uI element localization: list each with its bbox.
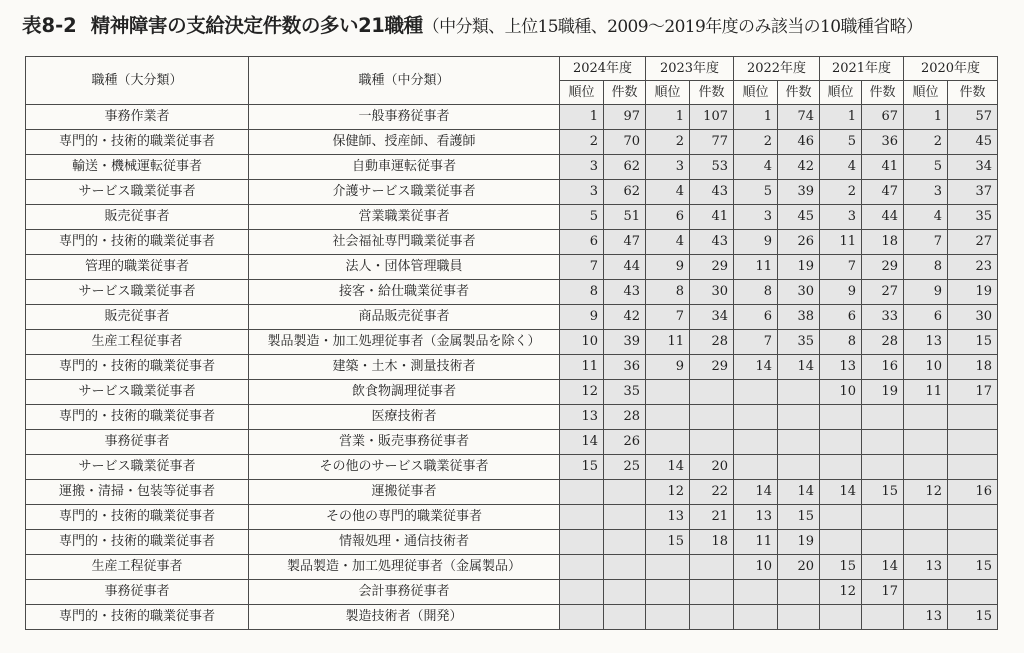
cell-rank: 7 bbox=[734, 330, 778, 355]
table-row bbox=[26, 455, 998, 480]
cell-count: 16 bbox=[948, 480, 998, 505]
cell-count bbox=[948, 580, 998, 605]
cell-count: 28 bbox=[690, 330, 734, 355]
cell-rank bbox=[820, 505, 862, 530]
cell-count: 26 bbox=[604, 430, 646, 455]
header-year: 2020年度 bbox=[904, 57, 998, 81]
cell-count: 15 bbox=[778, 505, 820, 530]
cell-rank: 9 bbox=[904, 280, 948, 305]
cell-count bbox=[862, 505, 904, 530]
cell-medium: 介護サービス職業従事者 bbox=[249, 180, 560, 205]
cell-rank: 4 bbox=[904, 205, 948, 230]
cell-count: 18 bbox=[948, 355, 998, 380]
cell-count bbox=[948, 530, 998, 555]
table-title bbox=[22, 10, 922, 38]
cell-rank bbox=[820, 530, 862, 555]
cell-count: 41 bbox=[690, 205, 734, 230]
cell-count: 14 bbox=[778, 480, 820, 505]
header-year: 2022年度 bbox=[734, 57, 820, 81]
cell-rank: 6 bbox=[734, 305, 778, 330]
cell-count: 42 bbox=[778, 155, 820, 180]
cell-count bbox=[604, 530, 646, 555]
cell-count: 28 bbox=[604, 405, 646, 430]
cell-count: 27 bbox=[862, 280, 904, 305]
cell-medium: 営業・販売事務従事者 bbox=[249, 430, 560, 455]
cell-count: 22 bbox=[690, 480, 734, 505]
cell-count: 41 bbox=[862, 155, 904, 180]
cell-count: 17 bbox=[862, 580, 904, 605]
cell-rank: 3 bbox=[560, 180, 604, 205]
cell-medium: 医療技術者 bbox=[249, 405, 560, 430]
cell-rank: 8 bbox=[820, 330, 862, 355]
cell-rank bbox=[560, 605, 604, 630]
table-row bbox=[26, 205, 998, 230]
cell-rank bbox=[904, 405, 948, 430]
header-count: 件数 bbox=[690, 81, 734, 105]
cell-rank: 12 bbox=[560, 380, 604, 405]
cell-count: 15 bbox=[948, 555, 998, 580]
cell-rank: 9 bbox=[646, 255, 690, 280]
cell-count: 29 bbox=[690, 355, 734, 380]
table-row bbox=[26, 505, 998, 530]
cell-major: 専門的・技術的職業従事者 bbox=[26, 355, 249, 380]
cell-rank: 7 bbox=[560, 255, 604, 280]
table-row bbox=[26, 230, 998, 255]
cell-count: 53 bbox=[690, 155, 734, 180]
cell-count: 33 bbox=[862, 305, 904, 330]
header-count: 件数 bbox=[862, 81, 904, 105]
cell-rank bbox=[904, 455, 948, 480]
cell-count: 19 bbox=[862, 380, 904, 405]
cell-major: 専門的・技術的職業従事者 bbox=[26, 130, 249, 155]
cell-count bbox=[778, 605, 820, 630]
cell-rank: 10 bbox=[820, 380, 862, 405]
cell-rank: 5 bbox=[904, 155, 948, 180]
cell-count: 17 bbox=[948, 380, 998, 405]
cell-count bbox=[948, 405, 998, 430]
table-row bbox=[26, 355, 998, 380]
cell-medium: 自動車運転従事者 bbox=[249, 155, 560, 180]
cell-rank bbox=[904, 530, 948, 555]
cell-rank bbox=[820, 430, 862, 455]
cell-rank: 7 bbox=[646, 305, 690, 330]
cell-rank: 10 bbox=[560, 330, 604, 355]
cell-medium: 建築・土木・測量技術者 bbox=[249, 355, 560, 380]
cell-rank: 11 bbox=[734, 255, 778, 280]
cell-count: 29 bbox=[690, 255, 734, 280]
table-subtitle: （中分類、上位15職種、2009〜2019年度のみ該当の10職種省略） bbox=[422, 17, 923, 37]
cell-count: 30 bbox=[690, 280, 734, 305]
cell-rank: 8 bbox=[904, 255, 948, 280]
occupation-table bbox=[25, 56, 998, 630]
cell-count: 29 bbox=[862, 255, 904, 280]
cell-rank: 14 bbox=[820, 480, 862, 505]
table-row bbox=[26, 130, 998, 155]
cell-major: 運搬・清掃・包装等従事者 bbox=[26, 480, 249, 505]
cell-rank: 11 bbox=[904, 380, 948, 405]
cell-rank: 4 bbox=[734, 155, 778, 180]
cell-rank: 15 bbox=[820, 555, 862, 580]
cell-medium: その他の専門的職業従事者 bbox=[249, 505, 560, 530]
cell-medium: 製品製造・加工処理従事者（金属製品を除く） bbox=[249, 330, 560, 355]
cell-rank: 1 bbox=[904, 105, 948, 130]
cell-count: 14 bbox=[778, 355, 820, 380]
cell-major: 専門的・技術的職業従事者 bbox=[26, 405, 249, 430]
cell-count: 36 bbox=[862, 130, 904, 155]
cell-count: 39 bbox=[778, 180, 820, 205]
cell-medium: その他のサービス職業従事者 bbox=[249, 455, 560, 480]
cell-count: 62 bbox=[604, 180, 646, 205]
cell-rank: 13 bbox=[904, 555, 948, 580]
cell-count: 42 bbox=[604, 305, 646, 330]
cell-medium: 会計事務従事者 bbox=[249, 580, 560, 605]
cell-medium: 製品製造・加工処理従事者（金属製品） bbox=[249, 555, 560, 580]
cell-count: 25 bbox=[604, 455, 646, 480]
cell-count: 19 bbox=[778, 255, 820, 280]
cell-count: 97 bbox=[604, 105, 646, 130]
cell-count bbox=[948, 455, 998, 480]
cell-count: 15 bbox=[948, 330, 998, 355]
cell-major: サービス職業従事者 bbox=[26, 280, 249, 305]
table-row bbox=[26, 430, 998, 455]
cell-rank: 10 bbox=[734, 555, 778, 580]
cell-count bbox=[690, 380, 734, 405]
cell-medium: 社会福祉専門職業従事者 bbox=[249, 230, 560, 255]
cell-count: 19 bbox=[778, 530, 820, 555]
table-row bbox=[26, 580, 998, 605]
cell-count: 27 bbox=[948, 230, 998, 255]
cell-count bbox=[690, 555, 734, 580]
cell-rank: 12 bbox=[904, 480, 948, 505]
cell-count bbox=[948, 430, 998, 455]
cell-count bbox=[690, 605, 734, 630]
cell-rank bbox=[646, 580, 690, 605]
header-year: 2024年度 bbox=[560, 57, 646, 81]
cell-count: 57 bbox=[948, 105, 998, 130]
cell-major: 輸送・機械運転従事者 bbox=[26, 155, 249, 180]
cell-count: 18 bbox=[862, 230, 904, 255]
table-row bbox=[26, 155, 998, 180]
cell-count bbox=[604, 555, 646, 580]
cell-rank: 12 bbox=[820, 580, 862, 605]
cell-rank: 11 bbox=[820, 230, 862, 255]
cell-major: 専門的・技術的職業従事者 bbox=[26, 505, 249, 530]
cell-major: 管理的職業従事者 bbox=[26, 255, 249, 280]
cell-count bbox=[778, 380, 820, 405]
cell-count: 39 bbox=[604, 330, 646, 355]
cell-count: 70 bbox=[604, 130, 646, 155]
cell-count bbox=[862, 605, 904, 630]
cell-rank: 1 bbox=[734, 105, 778, 130]
table-row bbox=[26, 330, 998, 355]
header-count: 件数 bbox=[778, 81, 820, 105]
header-rank: 順位 bbox=[820, 81, 862, 105]
cell-medium: 接客・給仕職業従事者 bbox=[249, 280, 560, 305]
cell-major: 生産工程従事者 bbox=[26, 330, 249, 355]
header-major: 職種（大分類） bbox=[26, 57, 249, 105]
cell-count bbox=[778, 580, 820, 605]
table-row bbox=[26, 280, 998, 305]
cell-count bbox=[778, 455, 820, 480]
header-rank: 順位 bbox=[646, 81, 690, 105]
cell-count: 47 bbox=[604, 230, 646, 255]
cell-count: 38 bbox=[778, 305, 820, 330]
cell-rank bbox=[560, 480, 604, 505]
cell-rank: 15 bbox=[560, 455, 604, 480]
cell-count bbox=[948, 505, 998, 530]
cell-rank: 5 bbox=[820, 130, 862, 155]
cell-count bbox=[690, 430, 734, 455]
cell-rank bbox=[646, 605, 690, 630]
cell-major: 販売従事者 bbox=[26, 305, 249, 330]
cell-rank: 14 bbox=[560, 430, 604, 455]
cell-rank: 1 bbox=[646, 105, 690, 130]
cell-major: サービス職業従事者 bbox=[26, 180, 249, 205]
cell-count bbox=[604, 605, 646, 630]
cell-rank bbox=[904, 580, 948, 605]
cell-major: 販売従事者 bbox=[26, 205, 249, 230]
cell-count: 45 bbox=[948, 130, 998, 155]
cell-count: 35 bbox=[604, 380, 646, 405]
cell-count: 20 bbox=[690, 455, 734, 480]
cell-rank bbox=[734, 455, 778, 480]
cell-rank: 3 bbox=[560, 155, 604, 180]
table-row bbox=[26, 605, 998, 630]
cell-count: 44 bbox=[862, 205, 904, 230]
cell-rank bbox=[646, 405, 690, 430]
cell-rank: 2 bbox=[820, 180, 862, 205]
cell-major: 専門的・技術的職業従事者 bbox=[26, 530, 249, 555]
cell-medium: 飲食物調理従事者 bbox=[249, 380, 560, 405]
header-count: 件数 bbox=[604, 81, 646, 105]
table-row bbox=[26, 405, 998, 430]
cell-rank bbox=[646, 430, 690, 455]
cell-count: 18 bbox=[690, 530, 734, 555]
cell-rank: 11 bbox=[560, 355, 604, 380]
cell-rank: 4 bbox=[646, 180, 690, 205]
cell-rank: 13 bbox=[734, 505, 778, 530]
cell-rank: 7 bbox=[904, 230, 948, 255]
cell-rank bbox=[646, 380, 690, 405]
cell-count: 14 bbox=[862, 555, 904, 580]
cell-rank: 9 bbox=[560, 305, 604, 330]
cell-major: 事務作業者 bbox=[26, 105, 249, 130]
cell-rank bbox=[734, 430, 778, 455]
header-medium: 職種（中分類） bbox=[249, 57, 560, 105]
cell-rank: 13 bbox=[646, 505, 690, 530]
cell-count: 15 bbox=[948, 605, 998, 630]
cell-count: 107 bbox=[690, 105, 734, 130]
header-year: 2021年度 bbox=[820, 57, 904, 81]
cell-count: 74 bbox=[778, 105, 820, 130]
cell-rank: 11 bbox=[734, 530, 778, 555]
cell-count bbox=[778, 405, 820, 430]
cell-count: 16 bbox=[862, 355, 904, 380]
cell-rank bbox=[734, 580, 778, 605]
cell-count bbox=[690, 580, 734, 605]
table-row bbox=[26, 305, 998, 330]
cell-count: 51 bbox=[604, 205, 646, 230]
cell-medium: 法人・団体管理職員 bbox=[249, 255, 560, 280]
table-row bbox=[26, 255, 998, 280]
cell-count bbox=[604, 580, 646, 605]
table-row bbox=[26, 480, 998, 505]
cell-rank: 2 bbox=[646, 130, 690, 155]
cell-rank: 7 bbox=[820, 255, 862, 280]
cell-medium: 情報処理・通信技術者 bbox=[249, 530, 560, 555]
cell-rank: 5 bbox=[734, 180, 778, 205]
cell-major: 専門的・技術的職業従事者 bbox=[26, 230, 249, 255]
cell-rank bbox=[734, 605, 778, 630]
cell-rank: 1 bbox=[560, 105, 604, 130]
cell-rank: 6 bbox=[560, 230, 604, 255]
cell-major: サービス職業従事者 bbox=[26, 455, 249, 480]
cell-count bbox=[690, 405, 734, 430]
cell-rank bbox=[820, 605, 862, 630]
cell-rank: 14 bbox=[734, 355, 778, 380]
cell-count: 30 bbox=[948, 305, 998, 330]
cell-count bbox=[862, 530, 904, 555]
cell-rank bbox=[560, 555, 604, 580]
cell-rank: 8 bbox=[646, 280, 690, 305]
cell-rank: 3 bbox=[820, 205, 862, 230]
cell-rank: 13 bbox=[904, 605, 948, 630]
cell-rank bbox=[560, 580, 604, 605]
cell-major: 専門的・技術的職業従事者 bbox=[26, 605, 249, 630]
cell-count: 43 bbox=[604, 280, 646, 305]
cell-count bbox=[862, 455, 904, 480]
cell-rank: 2 bbox=[734, 130, 778, 155]
cell-count: 23 bbox=[948, 255, 998, 280]
cell-major: 事務従事者 bbox=[26, 580, 249, 605]
cell-count: 43 bbox=[690, 180, 734, 205]
cell-rank: 3 bbox=[734, 205, 778, 230]
cell-count: 46 bbox=[778, 130, 820, 155]
cell-rank: 8 bbox=[734, 280, 778, 305]
table-row bbox=[26, 380, 998, 405]
cell-count: 28 bbox=[862, 330, 904, 355]
table-id: 表8-2 bbox=[22, 14, 77, 37]
cell-rank: 13 bbox=[820, 355, 862, 380]
cell-rank: 3 bbox=[904, 180, 948, 205]
cell-count: 26 bbox=[778, 230, 820, 255]
cell-count: 62 bbox=[604, 155, 646, 180]
cell-rank bbox=[560, 505, 604, 530]
cell-count: 35 bbox=[948, 205, 998, 230]
cell-rank: 11 bbox=[646, 330, 690, 355]
cell-rank: 5 bbox=[560, 205, 604, 230]
header-rank: 順位 bbox=[560, 81, 604, 105]
cell-medium: 商品販売従事者 bbox=[249, 305, 560, 330]
header-count: 件数 bbox=[948, 81, 998, 105]
cell-rank: 13 bbox=[560, 405, 604, 430]
cell-count: 34 bbox=[690, 305, 734, 330]
cell-major: 生産工程従事者 bbox=[26, 555, 249, 580]
table-main-title: 精神障害の支給決定件数の多い21職種 bbox=[90, 14, 423, 37]
cell-count: 43 bbox=[690, 230, 734, 255]
table-row bbox=[26, 555, 998, 580]
cell-major: 事務従事者 bbox=[26, 430, 249, 455]
cell-rank: 4 bbox=[646, 230, 690, 255]
cell-count: 77 bbox=[690, 130, 734, 155]
cell-rank bbox=[560, 530, 604, 555]
cell-rank: 1 bbox=[820, 105, 862, 130]
header-rank: 順位 bbox=[734, 81, 778, 105]
cell-rank bbox=[734, 380, 778, 405]
header-year: 2023年度 bbox=[646, 57, 734, 81]
cell-count: 67 bbox=[862, 105, 904, 130]
cell-medium: 運搬従事者 bbox=[249, 480, 560, 505]
header-rank: 順位 bbox=[904, 81, 948, 105]
cell-count: 34 bbox=[948, 155, 998, 180]
cell-rank: 12 bbox=[646, 480, 690, 505]
cell-rank bbox=[646, 555, 690, 580]
cell-rank: 14 bbox=[734, 480, 778, 505]
cell-rank: 9 bbox=[734, 230, 778, 255]
cell-count: 47 bbox=[862, 180, 904, 205]
cell-rank bbox=[734, 405, 778, 430]
table-row bbox=[26, 530, 998, 555]
cell-major: サービス職業従事者 bbox=[26, 380, 249, 405]
cell-rank: 2 bbox=[560, 130, 604, 155]
cell-rank bbox=[820, 405, 862, 430]
cell-rank: 14 bbox=[646, 455, 690, 480]
cell-rank: 9 bbox=[646, 355, 690, 380]
cell-rank: 9 bbox=[820, 280, 862, 305]
cell-count: 30 bbox=[778, 280, 820, 305]
cell-medium: 営業職業従事者 bbox=[249, 205, 560, 230]
cell-rank bbox=[904, 505, 948, 530]
cell-rank bbox=[904, 430, 948, 455]
cell-count: 37 bbox=[948, 180, 998, 205]
table-row bbox=[26, 180, 998, 205]
cell-count: 20 bbox=[778, 555, 820, 580]
cell-rank: 4 bbox=[820, 155, 862, 180]
cell-count: 21 bbox=[690, 505, 734, 530]
cell-count: 45 bbox=[778, 205, 820, 230]
cell-count: 15 bbox=[862, 480, 904, 505]
table-row bbox=[26, 105, 998, 130]
cell-rank: 13 bbox=[904, 330, 948, 355]
cell-rank bbox=[820, 455, 862, 480]
cell-medium: 製造技術者（開発） bbox=[249, 605, 560, 630]
cell-count bbox=[862, 430, 904, 455]
cell-rank: 3 bbox=[646, 155, 690, 180]
cell-count bbox=[862, 405, 904, 430]
cell-medium: 保健師、授産師、看護師 bbox=[249, 130, 560, 155]
cell-rank: 15 bbox=[646, 530, 690, 555]
cell-medium: 一般事務従事者 bbox=[249, 105, 560, 130]
cell-count: 44 bbox=[604, 255, 646, 280]
cell-count: 36 bbox=[604, 355, 646, 380]
cell-rank: 6 bbox=[820, 305, 862, 330]
cell-rank: 10 bbox=[904, 355, 948, 380]
cell-rank: 6 bbox=[904, 305, 948, 330]
cell-count bbox=[604, 505, 646, 530]
cell-count: 35 bbox=[778, 330, 820, 355]
cell-rank: 6 bbox=[646, 205, 690, 230]
cell-count: 19 bbox=[948, 280, 998, 305]
cell-rank: 2 bbox=[904, 130, 948, 155]
cell-count bbox=[778, 430, 820, 455]
cell-rank: 8 bbox=[560, 280, 604, 305]
cell-count bbox=[604, 480, 646, 505]
